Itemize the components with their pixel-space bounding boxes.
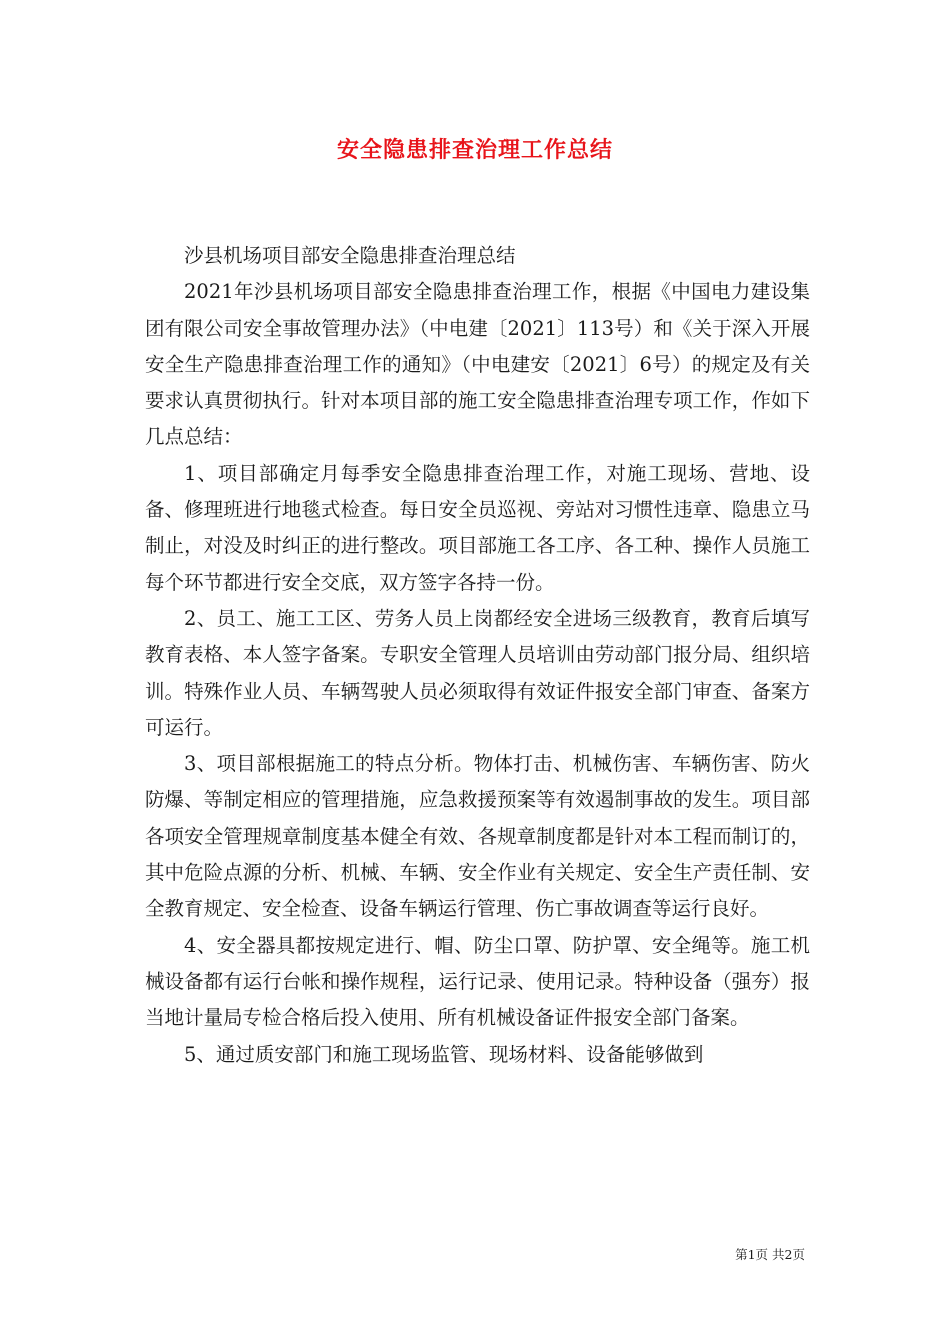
document-title: 安全隐患排查治理工作总结 [336,137,613,163]
paragraph-intro: 2021年沙县机场项目部安全隐患排查治理工作，根据《中国电力建设集团有限公司安全事故管理办法》（中电建〔2021〕113号）和《关于深入开展安全生产隐患排查治理工作的通知》（中电建安〔2021〕6号）的规定及有关要求认真贯彻执行。针对本项目部的施工安全隐患排查治理专项工作，作如下几点总结： [145,280,810,449]
document-subtitle: 沙县机场项目部安全隐患排查治理总结 [184,244,516,267]
page-number: 第1页 共2页 [735,1247,805,1262]
paragraph-item-2: 2、员工、施工工区、劳务人员上岗都经安全进场三级教育，教育后填写教育表格、本人签字备案。专职安全管理人员培训由劳动部门报分局、组织培训。特殊作业人员、车辆驾驶人员必须取得有效证件报安全部门审查、备案方可运行。 [145,606,810,739]
paragraph-item-4: 4、安全器具都按规定进行、帽、防尘口罩、防护罩、安全绳等。施工机械设备都有运行台帐和操作规程，运行记录、使用记录。特种设备（强夯）报当地计量局专检合格后投入使用、所有机械设备证件报安全部门备案。 [145,933,810,1030]
paragraph-item-1: 1、项目部确定月每季安全隐患排查治理工作，对施工现场、营地、设备、修理班进行地毯式检查。每日安全员巡视、旁站对习惯性违章、隐患立马制止，对没及时纠正的进行整改。项目部施工各工序、各工种、操作人员施工每个环节都进行安全交底，双方签字各持一份。 [145,461,810,594]
paragraph-item-3: 3、项目部根据施工的特点分析。物体打击、机械伤害、车辆伤害、防火防爆、等制定相应的管理措施，应急救援预案等有效遏制事故的发生。项目部各项安全管理规章制度基本健全有效、各规章制度都是针对本工程而制订的，其中危险点源的分析、机械、车辆、安全作业有关规定、安全生产责任制、安全教育规定、安全检查、设备车辆运行管理、伤亡事故调查等运行良好。 [145,752,810,921]
document-body [145,238,810,1073]
paragraph-item-5: 5、通过质安部门和施工现场监管、现场材料、设备能够做到 [184,1042,704,1066]
